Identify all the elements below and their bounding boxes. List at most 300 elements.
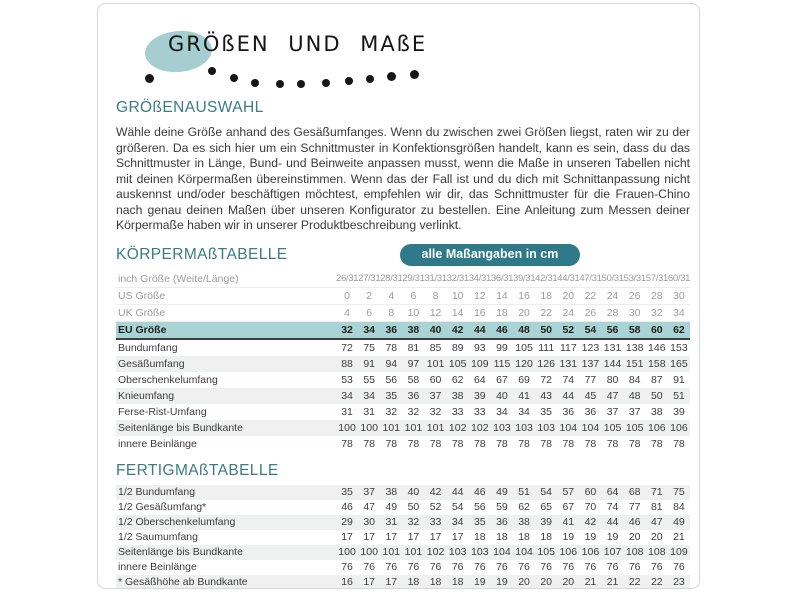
value-cell: 78: [341, 437, 353, 450]
value-cell: 88: [336, 356, 358, 372]
value-cell: 20: [513, 304, 535, 321]
value-cell: 28/31: [380, 271, 402, 288]
value-cell: 126: [535, 356, 557, 372]
value-cell: 78: [562, 437, 575, 450]
value-cell: 24: [557, 304, 579, 321]
value-cell: 39: [673, 405, 685, 418]
value-cell: 72: [540, 373, 553, 386]
row-label: Knieumfang: [116, 388, 336, 404]
value-cell: 12: [425, 304, 447, 321]
table-row: [116, 356, 690, 372]
value-cell: 101: [380, 420, 402, 436]
dot-decoration: [230, 74, 238, 82]
value-cell: 17: [407, 531, 420, 543]
value-cell: 6: [402, 287, 424, 304]
value-cell: 16: [513, 287, 535, 304]
value-cell: 46: [491, 321, 513, 339]
value-cell: 109: [469, 356, 491, 372]
value-cell: 17: [363, 531, 376, 543]
row-label: innere Beinlänge: [118, 561, 197, 573]
value-cell: 138: [625, 341, 644, 354]
dot-decoration: [297, 80, 305, 88]
value-cell: 74: [562, 373, 575, 386]
value-cell: 105: [515, 341, 533, 354]
koerpermass-heading-row: [116, 244, 690, 266]
value-cell: 158: [646, 356, 668, 372]
value-cell: 35: [469, 515, 491, 530]
table-row: [116, 575, 690, 590]
value-cell: 42: [579, 515, 601, 530]
value-cell: 19: [562, 531, 575, 543]
value-cell: 18: [540, 531, 553, 543]
value-cell: 42: [447, 321, 469, 339]
value-cell: 29: [336, 515, 358, 530]
value-cell: 123: [581, 341, 600, 354]
value-cell: 50: [535, 321, 557, 339]
value-cell: 103: [513, 420, 535, 436]
value-cell: 44: [469, 321, 491, 339]
value-cell: 47/31: [579, 271, 601, 288]
value-cell: 62: [668, 321, 690, 339]
value-cell: 39/31: [513, 271, 535, 288]
value-cell: 106: [668, 420, 690, 436]
value-cell: 106: [646, 420, 668, 436]
fertigmass-table: [116, 485, 690, 590]
value-cell: 17: [429, 531, 442, 543]
dot-decoration: [366, 75, 374, 83]
value-cell: 36: [380, 321, 402, 339]
dot-decoration: [410, 70, 419, 79]
row-label: Gesäßumfang: [116, 356, 336, 372]
value-cell: 102: [447, 420, 469, 436]
value-cell: 60: [646, 321, 668, 339]
value-cell: 78: [540, 437, 553, 450]
value-cell: 20: [557, 575, 579, 590]
table-row: [116, 545, 690, 560]
value-cell: 105: [624, 420, 646, 436]
value-cell: 35: [380, 388, 402, 404]
value-cell: 76: [518, 561, 530, 573]
value-cell: 101: [402, 420, 424, 436]
value-cell: 101: [425, 356, 447, 372]
value-cell: 117: [559, 341, 577, 354]
value-cell: 107: [602, 545, 624, 560]
value-cell: 131: [557, 356, 579, 372]
value-cell: 76: [606, 561, 619, 573]
value-cell: 64: [473, 373, 486, 386]
value-cell: 19: [606, 531, 619, 543]
table-row: [116, 404, 690, 420]
value-cell: 32: [407, 405, 420, 418]
value-cell: 89: [451, 341, 464, 354]
value-cell: 72: [341, 341, 353, 354]
value-cell: 85: [429, 341, 442, 354]
value-cell: 4: [380, 287, 402, 304]
row-label: EU Größe: [116, 321, 336, 339]
section-heading-koerpermasstabelle: KÖRPERMAßTABELLE: [116, 246, 288, 263]
value-cell: 58: [407, 373, 420, 386]
value-cell: 16: [336, 575, 358, 590]
value-cell: 103: [447, 545, 469, 560]
dot-decoration: [145, 74, 154, 83]
value-cell: 45: [579, 388, 601, 404]
value-cell: 52: [429, 501, 442, 513]
value-cell: 101: [425, 420, 447, 436]
value-cell: 78: [518, 437, 530, 450]
value-cell: 8: [380, 304, 402, 321]
value-cell: 18: [473, 531, 486, 543]
value-cell: 20: [557, 287, 579, 304]
value-cell: 38: [513, 515, 535, 530]
value-cell: 26: [579, 304, 601, 321]
value-cell: 54: [535, 485, 557, 500]
row-label: * Gesäßhöhe ab Bundkante: [116, 575, 336, 590]
value-cell: 21: [673, 531, 685, 543]
value-cell: 22: [646, 575, 668, 590]
value-cell: 50: [646, 388, 668, 404]
row-label: inch Größe (Weite/Länge): [116, 271, 336, 288]
value-cell: 103: [469, 545, 491, 560]
dot-decoration: [208, 67, 216, 75]
value-cell: 38: [380, 485, 402, 500]
value-cell: 46: [469, 485, 491, 500]
value-cell: 76: [673, 561, 685, 573]
value-cell: 40: [491, 388, 513, 404]
value-cell: 17: [380, 575, 402, 590]
value-cell: 32: [429, 405, 442, 418]
value-cell: 144: [602, 356, 624, 372]
value-cell: 20: [513, 575, 535, 590]
value-cell: 78: [628, 437, 641, 450]
value-cell: 120: [513, 356, 535, 372]
value-cell: 50/31: [602, 271, 624, 288]
value-cell: 34: [336, 388, 358, 404]
row-label: 1/2 Gesäßumfang*: [118, 501, 207, 513]
value-cell: 39: [469, 388, 491, 404]
value-cell: 105: [447, 356, 469, 372]
value-cell: 17: [451, 531, 464, 543]
value-cell: 103: [535, 420, 557, 436]
value-cell: 105: [602, 420, 624, 436]
value-cell: 36: [402, 388, 424, 404]
value-cell: 137: [579, 356, 601, 372]
value-cell: 32: [385, 405, 398, 418]
value-cell: 20: [650, 531, 663, 543]
value-cell: 75: [363, 341, 376, 354]
value-cell: 75: [668, 485, 690, 500]
value-cell: 111: [538, 341, 555, 354]
value-cell: 4: [336, 304, 358, 321]
size-guide-page: [97, 3, 700, 589]
value-cell: 17: [341, 531, 353, 543]
value-cell: 17: [358, 575, 380, 590]
value-cell: 78: [473, 437, 486, 450]
value-cell: 99: [496, 341, 508, 354]
value-cell: 105: [535, 545, 557, 560]
table-row: [116, 436, 690, 452]
value-cell: 36: [491, 515, 513, 530]
value-cell: 16: [469, 304, 491, 321]
row-label: US Größe: [116, 287, 336, 304]
value-cell: 22: [535, 304, 557, 321]
value-cell: 68: [624, 485, 646, 500]
value-cell: 19: [491, 575, 513, 590]
value-cell: 76: [407, 561, 420, 573]
value-cell: 18: [491, 304, 513, 321]
value-cell: 108: [646, 545, 668, 560]
value-cell: 37: [358, 485, 380, 500]
value-cell: 40: [425, 321, 447, 339]
row-label: Bundumfang: [118, 341, 178, 354]
value-cell: 74: [606, 501, 619, 513]
value-cell: 19: [584, 531, 597, 543]
dot-decoration: [322, 79, 330, 87]
value-cell: 81: [407, 341, 420, 354]
value-cell: 17: [385, 531, 398, 543]
value-cell: 91: [358, 356, 380, 372]
value-cell: 104: [513, 545, 535, 560]
value-cell: 57: [557, 485, 579, 500]
value-cell: 100: [336, 545, 358, 560]
value-cell: 78: [385, 437, 398, 450]
value-cell: 30: [358, 515, 380, 530]
table-row: [116, 388, 690, 404]
value-cell: 76: [540, 561, 553, 573]
value-cell: 81: [650, 501, 663, 513]
value-cell: 29/31: [402, 271, 424, 288]
value-cell: 26/31: [336, 271, 358, 288]
value-cell: 80: [606, 373, 619, 386]
value-cell: 44/31: [557, 271, 579, 288]
table-row: [116, 321, 690, 339]
value-cell: 10: [447, 287, 469, 304]
value-cell: 47: [646, 515, 668, 530]
value-cell: 146: [648, 341, 666, 354]
value-cell: 100: [358, 420, 380, 436]
value-cell: 19: [469, 575, 491, 590]
value-cell: 18: [496, 531, 508, 543]
value-cell: 69: [518, 373, 530, 386]
value-cell: 78: [650, 437, 663, 450]
value-cell: 77: [584, 373, 597, 386]
value-cell: 30: [668, 287, 690, 304]
value-cell: 56: [385, 373, 398, 386]
value-cell: 31/31: [425, 271, 447, 288]
value-cell: 18: [402, 575, 424, 590]
value-cell: 34: [358, 388, 380, 404]
value-cell: 33: [473, 405, 486, 418]
row-label: UK Größe: [116, 304, 336, 321]
value-cell: 42/31: [535, 271, 557, 288]
value-cell: 38: [650, 405, 663, 418]
value-cell: 48: [513, 321, 535, 339]
section-heading-groessenauswahl: GRÖßENAUSWAHL: [116, 99, 264, 116]
value-cell: 78: [584, 437, 597, 450]
value-cell: 36/31: [491, 271, 513, 288]
value-cell: 102: [425, 545, 447, 560]
value-cell: 49: [668, 515, 690, 530]
page-title: GRÖßEN UND MAßE: [168, 32, 428, 56]
value-cell: 59: [496, 501, 508, 513]
value-cell: 51: [513, 485, 535, 500]
table-row: [116, 515, 690, 530]
value-cell: 36: [584, 405, 597, 418]
row-label: 1/2 Saumumfang: [118, 531, 198, 543]
value-cell: 44: [447, 485, 469, 500]
value-cell: 64: [602, 485, 624, 500]
value-cell: 101: [402, 545, 424, 560]
value-cell: 104: [579, 420, 601, 436]
value-cell: 78: [385, 341, 398, 354]
value-cell: 52: [557, 321, 579, 339]
value-cell: 76: [385, 561, 398, 573]
value-cell: 22: [624, 575, 646, 590]
value-cell: 100: [358, 545, 380, 560]
value-cell: 26: [624, 287, 646, 304]
value-cell: 77: [628, 501, 641, 513]
value-cell: 56: [602, 321, 624, 339]
value-cell: 28: [602, 304, 624, 321]
dot-decoration: [387, 72, 396, 81]
value-cell: 10: [402, 304, 424, 321]
value-cell: 46: [341, 501, 353, 513]
value-cell: 2: [358, 287, 380, 304]
value-cell: 76: [650, 561, 663, 573]
value-cell: 78: [673, 437, 685, 450]
value-cell: 53/31: [624, 271, 646, 288]
value-cell: 48: [624, 388, 646, 404]
value-cell: 27/31: [358, 271, 380, 288]
value-cell: 49: [385, 501, 398, 513]
value-cell: 32: [646, 304, 668, 321]
value-cell: 41: [513, 388, 535, 404]
value-cell: 76: [363, 561, 376, 573]
value-cell: 62: [451, 373, 464, 386]
value-cell: 39: [535, 515, 557, 530]
value-cell: 97: [402, 356, 424, 372]
value-cell: 57/31: [646, 271, 668, 288]
value-cell: 41: [557, 515, 579, 530]
value-cell: 0: [336, 287, 358, 304]
value-cell: 70: [584, 501, 597, 513]
value-cell: 28: [646, 287, 668, 304]
value-cell: 151: [624, 356, 646, 372]
row-label: 1/2 Bundumfang: [116, 485, 336, 500]
value-cell: 21: [579, 575, 601, 590]
value-cell: 87: [650, 373, 663, 386]
value-cell: 34: [358, 321, 380, 339]
value-cell: 37: [606, 405, 619, 418]
value-cell: 31: [341, 405, 353, 418]
value-cell: 46: [624, 515, 646, 530]
value-cell: 37: [628, 405, 641, 418]
value-cell: 115: [491, 356, 513, 372]
value-cell: 91: [673, 373, 685, 386]
value-cell: 35: [336, 485, 358, 500]
value-cell: 94: [380, 356, 402, 372]
value-cell: 33: [451, 405, 464, 418]
value-cell: 76: [628, 561, 641, 573]
value-cell: 14: [491, 287, 513, 304]
value-cell: 31: [363, 405, 376, 418]
koerpermass-table: [116, 271, 690, 452]
value-cell: 34: [447, 515, 469, 530]
value-cell: 100: [336, 420, 358, 436]
value-cell: 76: [451, 561, 464, 573]
value-cell: 38: [447, 388, 469, 404]
value-cell: 34: [518, 405, 530, 418]
value-cell: 35: [540, 405, 553, 418]
value-cell: 84: [628, 373, 641, 386]
value-cell: 31: [380, 515, 402, 530]
value-cell: 47: [602, 388, 624, 404]
table-row: [116, 372, 690, 388]
value-cell: 76: [429, 561, 442, 573]
value-cell: 37: [425, 388, 447, 404]
table-row: [116, 485, 690, 500]
table-row: [116, 420, 690, 436]
value-cell: 76: [562, 561, 575, 573]
row-label: Ferse-Rist-Umfang: [118, 405, 207, 418]
value-cell: 50: [407, 501, 420, 513]
value-cell: 36: [562, 405, 575, 418]
value-cell: 30: [624, 304, 646, 321]
value-cell: 78: [451, 437, 464, 450]
value-cell: 65: [540, 501, 553, 513]
value-cell: 53: [341, 373, 353, 386]
value-cell: 78: [363, 437, 376, 450]
value-cell: 6: [358, 304, 380, 321]
value-cell: 14: [447, 304, 469, 321]
value-cell: 84: [673, 501, 685, 513]
value-cell: 78: [606, 437, 619, 450]
value-cell: 55: [363, 373, 376, 386]
size-selection-paragraph: Wähle deine Größe anhand des Gesäßumfanges. Wenn du zwischen zwei Größen liegst, raten wir zu der größeren. Da es sich hier um ein Schnittmuster in Konfektionsgrößen handelt, kann es sein, dass du das Schnittmuster in Länge, Bund- und Beinweite anpassen musst, wenn die Maße in unseren Tabellen nicht mit deinen Körpermaßen übereinstimmen. Wenn das der Fall ist und du dich mit Schnittanpassung nicht auskennst und/oder beschäftigen möchtest, empfehlen wir dir, das Schnittmuster für die Frauen-Chino nach genau deinen Maßen über unseren Konfigurator zu bestellen. Eine Anleitung zum Messen deiner Körpermaße haben wir in unserer Produktbeschreibung verlinkt.: [116, 125, 690, 232]
value-cell: 165: [668, 356, 690, 372]
value-cell: 60: [429, 373, 442, 386]
value-cell: 20: [535, 575, 557, 590]
value-cell: 108: [624, 545, 646, 560]
value-cell: 76: [496, 561, 508, 573]
value-cell: 56: [473, 501, 486, 513]
value-cell: 12: [469, 287, 491, 304]
value-cell: 18: [447, 575, 469, 590]
value-cell: 22: [579, 287, 601, 304]
value-cell: 20: [628, 531, 641, 543]
value-cell: 101: [380, 545, 402, 560]
value-cell: 62: [518, 501, 530, 513]
value-cell: 23: [668, 575, 690, 590]
value-cell: 103: [491, 420, 513, 436]
row-label: 1/2 Oberschenkelumfang: [116, 515, 336, 530]
dot-decoration: [251, 79, 259, 87]
value-cell: 93: [473, 341, 486, 354]
row-label: Seitenlänge bis Bundkante: [116, 545, 336, 560]
value-cell: 76: [341, 561, 353, 573]
value-cell: 21: [602, 575, 624, 590]
table-row: [116, 560, 690, 575]
value-cell: 32: [336, 321, 358, 339]
value-cell: 38: [402, 321, 424, 339]
value-cell: 67: [496, 373, 508, 386]
value-cell: 78: [496, 437, 508, 450]
units-badge: alle Maßangaben in cm: [400, 244, 581, 266]
value-cell: 153: [670, 341, 688, 354]
value-cell: 78: [429, 437, 442, 450]
value-cell: 106: [579, 545, 601, 560]
value-cell: 32: [402, 515, 424, 530]
value-cell: 102: [469, 420, 491, 436]
